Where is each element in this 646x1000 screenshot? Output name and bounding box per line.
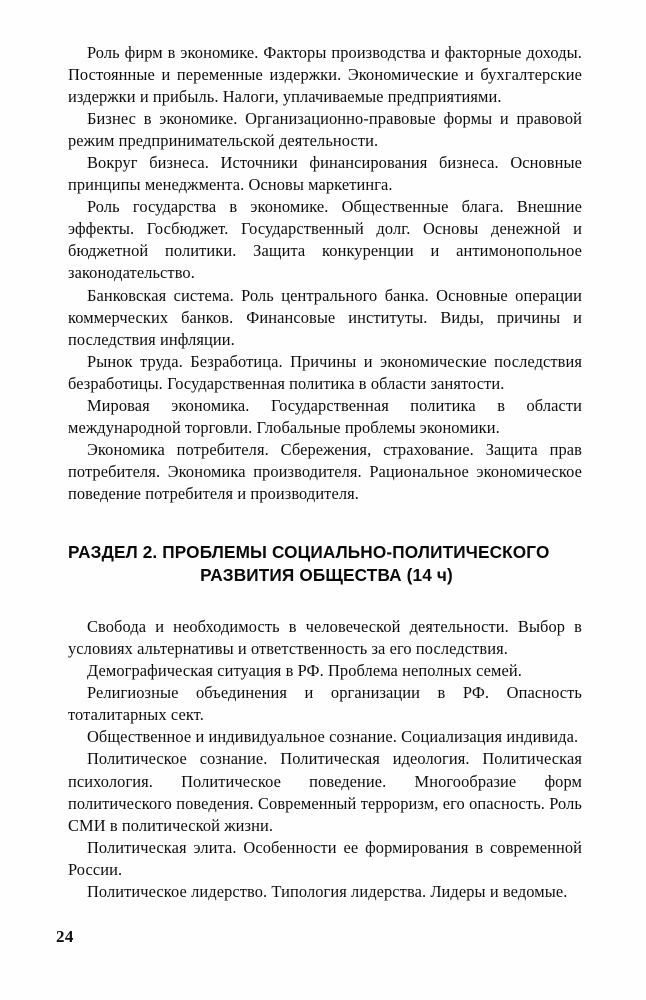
heading-spacer-bottom [68,586,582,616]
paragraph-around-business: Вокруг бизнеса. Источники финансирования бизнеса. Основные принципы менеджмента. Основы маркетинга. [68,153,582,195]
section-heading-line-2: РАЗВИТИЯ ОБЩЕСТВА (14 ч) [200,564,453,585]
paragraph-demographics: Демографическая ситуация в РФ. Проблема неполных семей. [87,661,522,681]
section-heading [68,541,585,586]
section-heading-line-1: РАЗДЕЛ 2. ПРОБЛЕМЫ СОЦИАЛЬНО-ПОЛИТИЧЕСКОГО [68,541,550,562]
paragraph-business-in-economy: Бизнес в экономике. Организационно-правовые формы и правовой режим предпринимательской деятельности. [68,109,582,151]
paragraph-religious-associations: Религиозные объединения и организации в РФ. Опасность тоталитарных сект. [68,683,582,725]
paragraph-political-leadership: Политическое лидерство. Типология лидерства. Лидеры и ведомые. [87,881,568,901]
paragraph-firms-role: Роль фирм в экономике. Факторы производства и факторные доходы. Постоянные и переменные издержки. Экономические и бухгалтерские издержки и прибыль. Налоги, уплачиваемые предприятиями. [68,43,582,107]
paragraph-banking-system: Банковская система. Роль центрального банка. Основные операции коммерческих банков. Финансовые институты. Виды, причины и последствия инфляции. [68,285,582,349]
paragraph-world-economy: Мировая экономика. Государственная политика в области международной торговли. Глобальные проблемы экономики. [68,395,582,437]
paragraph-labour-market: Рынок труда. Безработица. Причины и экономические последствия безработицы. Государственная политика в области занятости. [68,351,582,393]
text-column [68,42,582,903]
paragraph-freedom-necessity: Свобода и необходимость в человеческой деятельности. Выбор в условиях альтернативы и ответственность за его последствия. [68,617,582,659]
heading-spacer-top [68,505,582,541]
paragraph-consumer-economics: Экономика потребителя. Сбережения, страхование. Защита прав потребителя. Экономика производителя. Рациональное экономическое поведение потребителя и производителя. [68,439,582,503]
paragraph-social-consciousness: Общественное и индивидуальное сознание. Социализация индивида. [87,727,579,747]
paragraph-state-role: Роль государства в экономике. Общественные блага. Внешние эффекты. Госбюджет. Государственный долг. Основы денежной и бюджетной политики. Защита конкуренции и антимонопольное законодательство. [68,197,582,283]
paragraph-political-consciousness: Политическое сознание. Политическая идеология. Политическая психология. Политическое поведение. Многообразие форм политического поведения. Современный терроризм, его опасность. Роль СМИ в политической жизни. [68,749,582,835]
paragraph-political-elite: Политическая элита. Особенности ее формирования в современной России. [68,837,582,879]
page-number: 24 [56,927,74,946]
